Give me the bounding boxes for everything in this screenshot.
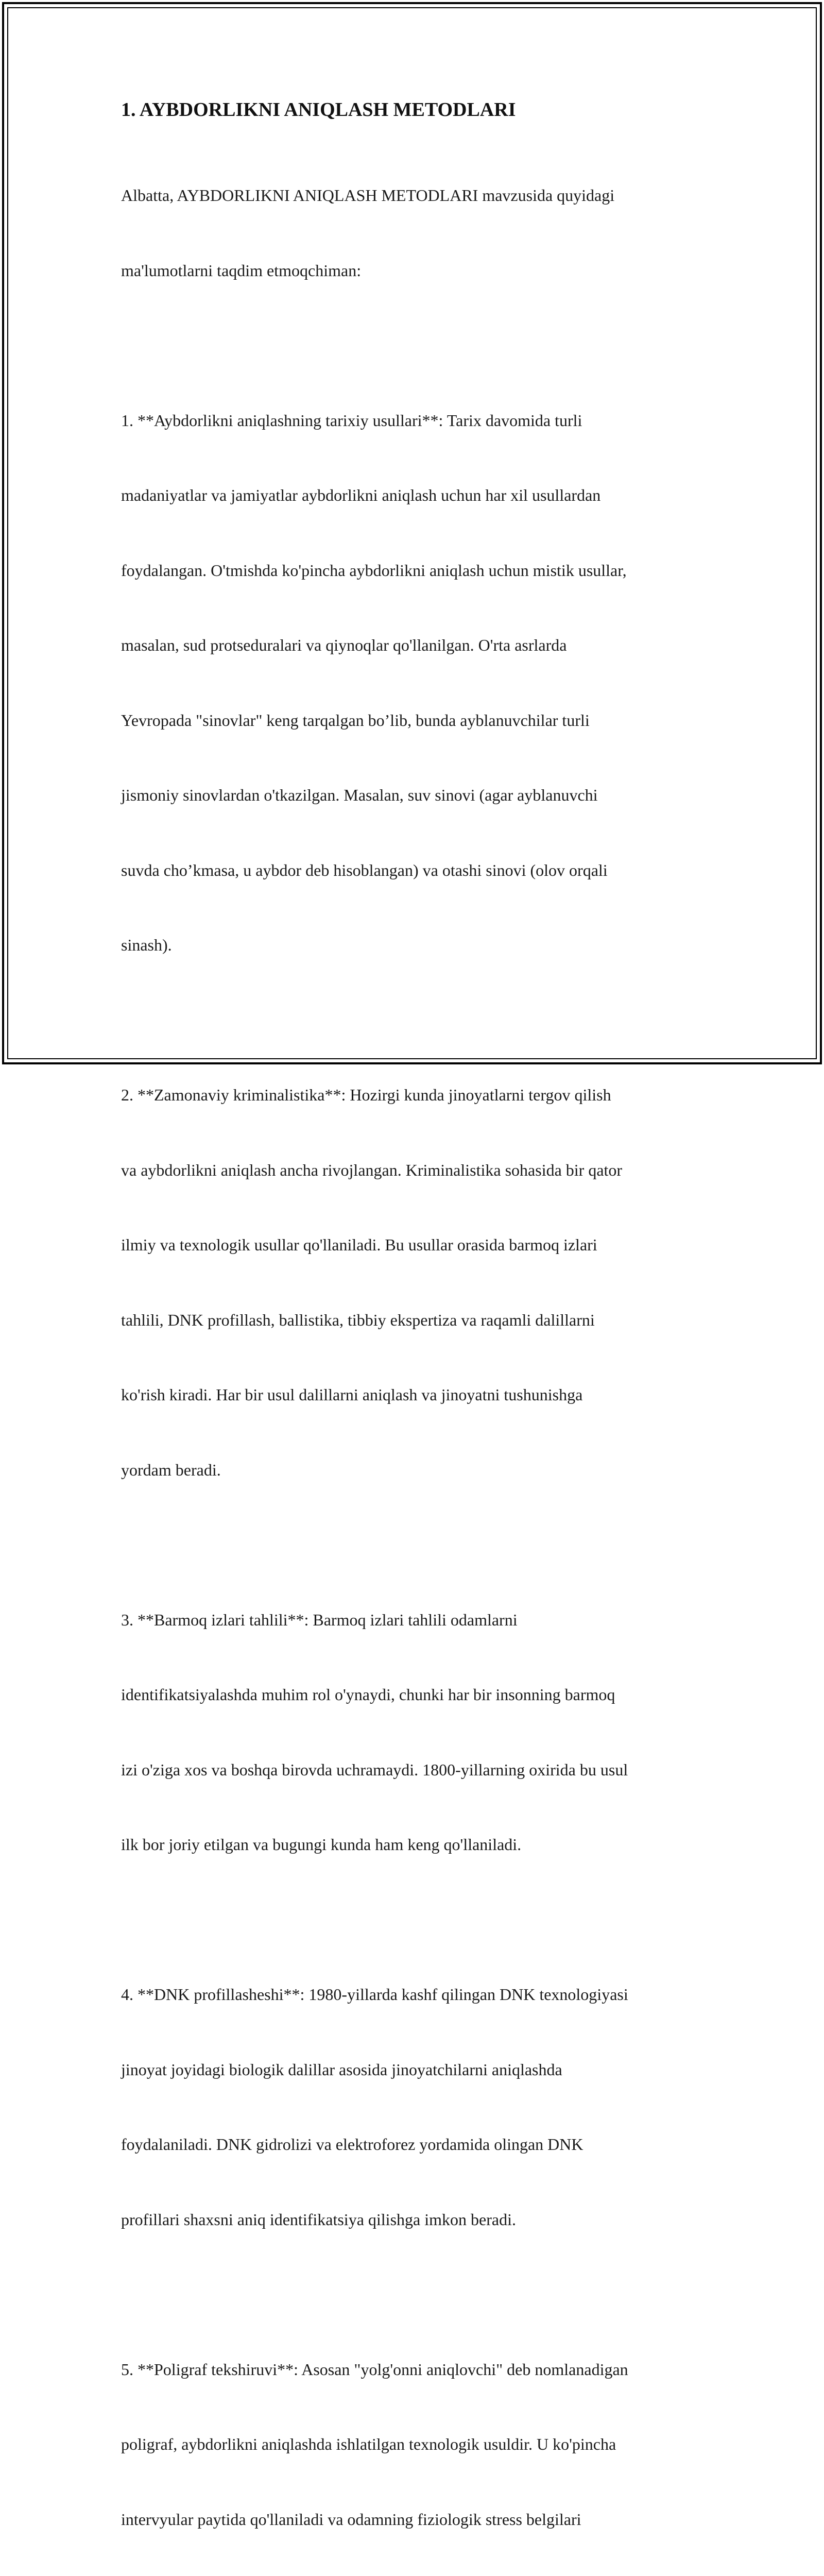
- text-line: ilk bor joriy etilgan va bugungi kunda ham keng qo'llaniladi.: [121, 1832, 713, 1857]
- paragraph-historical-methods: [121, 358, 713, 1008]
- text-line: ko'rish kiradi. Har bir usul dalillarni aniqlash va jinoyatni tushunishga: [121, 1382, 713, 1408]
- text-line: ma'lumotlarni taqdim etmoqchiman:: [121, 258, 713, 283]
- text-line: foydalangan. O'tmishda ko'pincha aybdorlikni aniqlash uchun mistik usullar,: [121, 558, 713, 583]
- text-line: 5. **Poligraf tekshiruvi**: Asosan "yolg'onni aniqlovchi" deb nomlanadigan: [121, 2357, 713, 2382]
- text-line: tahlili, DNK profillash, ballistika, tibbiy ekspertiza va raqamli dalillarni: [121, 1308, 713, 1333]
- text-line: 1. **Aybdorlikni aniqlashning tarixiy usullari**: Tarix davomida turli: [121, 408, 713, 433]
- paragraph-polygraph: [121, 2307, 713, 2576]
- text-line: va aybdorlikni aniqlash ancha rivojlangan. Kriminalistika sohasida bir qator: [121, 1158, 713, 1183]
- text-line: suvda cho’kmasa, u aybdor deb hisoblangan) va otashi sinovi (olov orqali: [121, 858, 713, 883]
- text-line: profillari shaxsni aniq identifikatsiya qilishga imkon beradi.: [121, 2207, 713, 2232]
- paragraph-fingerprint-analysis: [121, 1557, 713, 1907]
- text-line: ilmiy va texnologik usullar qo'llaniladi. Bu usullar orasida barmoq izlari: [121, 1232, 713, 1258]
- text-line: sinash).: [121, 933, 713, 958]
- document-title: 1. AYBDORLIKNI ANIQLASH METODLARI: [121, 98, 713, 122]
- paragraph-modern-forensics: [121, 1032, 713, 1532]
- text-line: izi o'ziga xos va boshqa birovda uchramaydi. 1800-yillarning oxirida bu usul: [121, 1757, 713, 1783]
- text-line: 3. **Barmoq izlari tahlili**: Barmoq izlari tahlili odamlarni: [121, 1607, 713, 1633]
- text-line: intervyular paytida qo'llaniladi va odamning fiziologik stress belgilari: [121, 2507, 713, 2532]
- text-line: foydalaniladi. DNK gidrolizi va elektroforez yordamida olingan DNK: [121, 2132, 713, 2157]
- paragraph-intro: [121, 133, 713, 333]
- text-line: Albatta, AYBDORLIKNI ANIQLASH METODLARI mavzusida quyidagi: [121, 183, 713, 208]
- text-line: 4. **DNK profillasheshi**: 1980-yillarda kashf qilingan DNK texnologiyasi: [121, 1982, 713, 2007]
- text-line: 2. **Zamonaviy kriminalistika**: Hozirgi kunda jinoyatlarni tergov qilish: [121, 1082, 713, 1108]
- text-line: yordam beradi.: [121, 1458, 713, 1483]
- paragraph-dna-profiling: [121, 1932, 713, 2282]
- text-line: jismoniy sinovlardan o'tkazilgan. Masalan, suv sinovi (agar ayblanuvchi: [121, 783, 713, 808]
- text-line: masalan, sud protseduralari va qiynoqlar qo'llanilgan. O'rta asrlarda: [121, 633, 713, 658]
- text-line: poligraf, aybdorlikni aniqlashda ishlatilgan texnologik usuldir. U ko'pincha: [121, 2432, 713, 2457]
- text-line: madaniyatlar va jamiyatlar aybdorlikni aniqlash uchun har xil usullardan: [121, 483, 713, 508]
- document-body: [121, 93, 713, 2576]
- text-line: Yevropada "sinovlar" keng tarqalgan bo’lib, bunda ayblanuvchilar turli: [121, 708, 713, 733]
- text-line: identifikatsiyalashda muhim rol o'ynaydi, chunki har bir insonning barmoq: [121, 1682, 713, 1707]
- text-line: jinoyat joyidagi biologik dalillar asosida jinoyatchilarni aniqlashda: [121, 2057, 713, 2082]
